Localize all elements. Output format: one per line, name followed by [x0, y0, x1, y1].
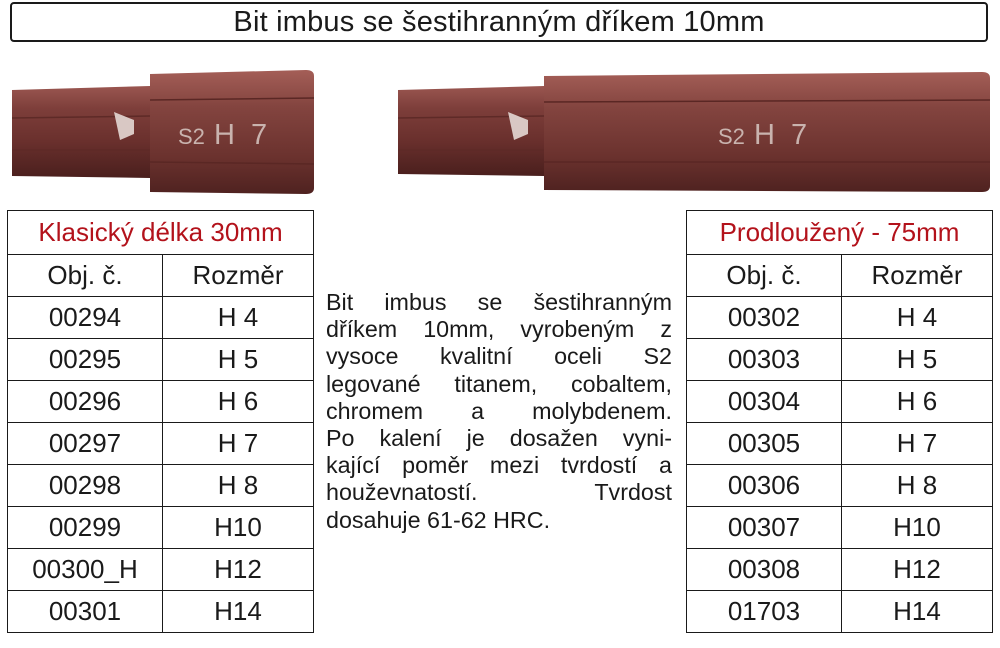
size-cell: H14 [842, 591, 993, 633]
table-row [8, 549, 314, 591]
table-row [8, 381, 314, 423]
description-line: legované titanem, cobaltem, [326, 370, 672, 397]
size-cell: H 8 [842, 465, 993, 507]
size-cell: H 7 [163, 423, 314, 465]
long-bit-image [396, 70, 992, 196]
standard-length-table [7, 210, 314, 633]
table-header-row [8, 255, 314, 297]
order-number-cell: 00300_H [8, 549, 163, 591]
long-bit-s2-label: S2 [718, 124, 745, 149]
order-number-cell: 00305 [687, 423, 842, 465]
description-line: Bit imbus se šestihranným [326, 289, 672, 315]
table-row [687, 423, 993, 465]
size-cell: H 6 [163, 381, 314, 423]
extended-length-heading: Prodloužený - 75mm [687, 211, 993, 255]
size-cell: H10 [842, 507, 993, 549]
table-row [687, 591, 993, 633]
description-line: chromem a molybdenem. [326, 397, 672, 424]
order-number-cell: 01703 [687, 591, 842, 633]
size-cell: H10 [163, 507, 314, 549]
description-line: kající poměr mezi tvrdostí a [326, 452, 672, 479]
description-line: dosahuje 61-62 HRC. [326, 506, 551, 533]
order-number-cell: 00296 [8, 381, 163, 423]
extended-length-table [686, 210, 993, 633]
table-row [687, 549, 993, 591]
short-bit-size-label: H 7 [214, 119, 272, 151]
size-header: Rozměr [842, 255, 993, 297]
description-line: dříkem 10mm, vyrobeným z [326, 316, 672, 343]
order-number-cell: 00298 [8, 465, 163, 507]
table-row [687, 297, 993, 339]
order-number-cell: 00299 [8, 507, 163, 549]
order-number-cell: 00304 [687, 381, 842, 423]
table-row [8, 591, 314, 633]
long-bit-size-label: H 7 [754, 119, 812, 151]
size-cell: H 7 [842, 423, 993, 465]
size-header: Rozměr [163, 255, 314, 297]
description-line: houževnatostí. Tvrdost [326, 479, 672, 506]
size-cell: H 5 [163, 339, 314, 381]
short-bit-image [10, 70, 316, 196]
table-row [8, 297, 314, 339]
table-row [687, 465, 993, 507]
size-cell: H 8 [163, 465, 314, 507]
order-number-cell: 00303 [687, 339, 842, 381]
size-cell: H 5 [842, 339, 993, 381]
size-cell: H12 [163, 549, 314, 591]
short-bit-s2-label: S2 [178, 124, 205, 149]
order-number-cell: 00308 [687, 549, 842, 591]
table-row [8, 423, 314, 465]
size-cell: H12 [842, 549, 993, 591]
table-row [687, 339, 993, 381]
order-number-cell: 00297 [8, 423, 163, 465]
page-title: Bit imbus se šestihranným dříkem 10mm [10, 2, 988, 42]
size-cell: H14 [163, 591, 314, 633]
table-row [687, 381, 993, 423]
order-number-cell: 00295 [8, 339, 163, 381]
product-description [326, 289, 672, 534]
standard-length-heading: Klasický délka 30mm [8, 211, 314, 255]
order-number-cell: 00306 [687, 465, 842, 507]
order-number-cell: 00302 [687, 297, 842, 339]
description-line: Po kalení je dosažen vyni- [326, 425, 672, 452]
table-row [687, 507, 993, 549]
size-cell: H 6 [842, 381, 993, 423]
size-cell: H 4 [163, 297, 314, 339]
size-cell: H 4 [842, 297, 993, 339]
table-row [8, 465, 314, 507]
order-number-cell: 00301 [8, 591, 163, 633]
order-number-cell: 00294 [8, 297, 163, 339]
description-line: vysoce kvalitní oceli S2 [326, 343, 672, 370]
order-number-cell: 00307 [687, 507, 842, 549]
table-header-row [687, 255, 993, 297]
order-number-header: Obj. č. [687, 255, 842, 297]
table-row [8, 507, 314, 549]
table-row [8, 339, 314, 381]
order-number-header: Obj. č. [8, 255, 163, 297]
